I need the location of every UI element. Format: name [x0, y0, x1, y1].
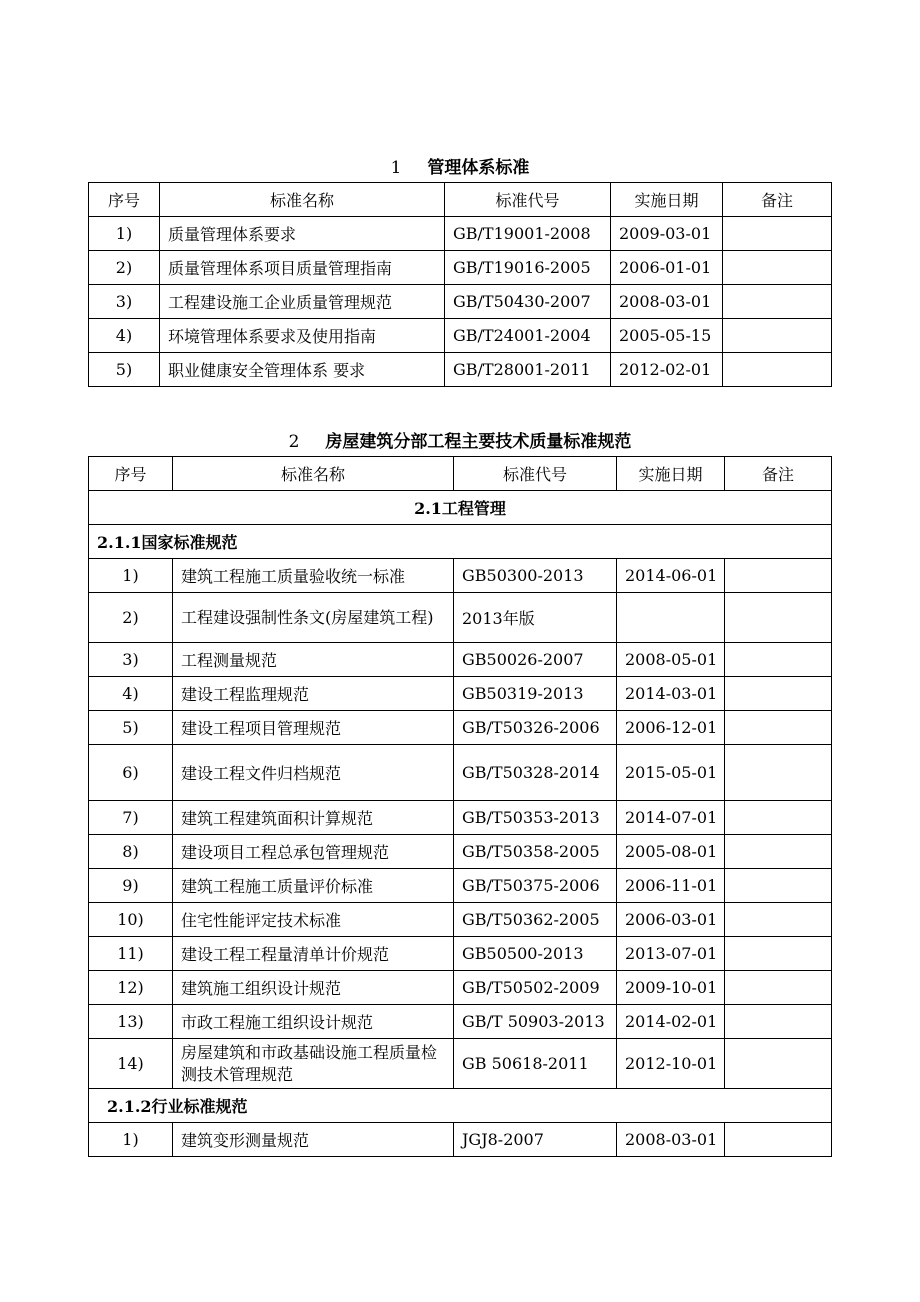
header-code: 标准代号 [445, 183, 611, 217]
row-note [723, 251, 832, 285]
row-note [725, 903, 832, 937]
row-note [725, 677, 832, 711]
header-code: 标准代号 [454, 457, 617, 491]
table-row [89, 903, 832, 937]
row-name: 住宅性能评定技术标准 [173, 903, 454, 937]
row-code: GB/T 50903-2013 [454, 1005, 617, 1039]
table-row [89, 711, 832, 745]
header-no: 序号 [89, 183, 160, 217]
section-1-title-text: 管理体系标准 [427, 158, 530, 178]
row-note [725, 559, 832, 593]
row-date: 2013-07-01 [617, 937, 725, 971]
row-name: 房屋建筑和市政基础设施工程质量检测技术管理规范 [173, 1039, 454, 1089]
table-row [89, 869, 832, 903]
row-name: 建设工程文件归档规范 [173, 745, 454, 801]
table-row [89, 217, 832, 251]
row-date: 2014-07-01 [617, 801, 725, 835]
row-code: GB/T24001-2004 [445, 319, 611, 353]
header-date: 实施日期 [611, 183, 723, 217]
row-date: 2006-12-01 [617, 711, 725, 745]
building-standards-table [88, 456, 832, 1157]
table-row [89, 251, 832, 285]
row-code: GB/T50358-2005 [454, 835, 617, 869]
row-no: 3) [89, 285, 160, 319]
row-note [725, 971, 832, 1005]
row-no: 9) [89, 869, 173, 903]
row-note [725, 745, 832, 801]
row-code: GB/T50375-2006 [454, 869, 617, 903]
header-name: 标准名称 [160, 183, 445, 217]
row-name: 质量管理体系要求 [160, 217, 445, 251]
row-code: GB/T19016-2005 [445, 251, 611, 285]
row-name: 建设工程工程量清单计价规范 [173, 937, 454, 971]
row-name: 市政工程施工组织设计规范 [173, 1005, 454, 1039]
row-code: GB/T50353-2013 [454, 801, 617, 835]
header-no: 序号 [89, 457, 173, 491]
table-row [89, 319, 832, 353]
row-name: 建设工程监理规范 [173, 677, 454, 711]
section-2-title-text: 房屋建筑分部工程主要技术质量标准规范 [325, 432, 632, 452]
row-name: 工程建设施工企业质量管理规范 [160, 285, 445, 319]
row-no: 5) [89, 353, 160, 387]
row-code: GB50500-2013 [454, 937, 617, 971]
table-row [89, 801, 832, 835]
row-note [725, 1123, 832, 1157]
row-date: 2015-05-01 [617, 745, 725, 801]
row-code: GB50026-2007 [454, 643, 617, 677]
table-header-row [89, 183, 832, 217]
table-row [89, 559, 832, 593]
row-date: 2005-05-15 [611, 319, 723, 353]
section-1-number: 1 [390, 158, 402, 178]
row-code: GB/T50502-2009 [454, 971, 617, 1005]
row-note [725, 593, 832, 643]
row-no: 13) [89, 1005, 173, 1039]
row-date: 2006-11-01 [617, 869, 725, 903]
row-no: 1) [89, 217, 160, 251]
row-note [725, 643, 832, 677]
row-no: 3) [89, 643, 173, 677]
table-row [89, 643, 832, 677]
row-no: 7) [89, 801, 173, 835]
table-row [89, 285, 832, 319]
row-name: 工程测量规范 [173, 643, 454, 677]
table-row [89, 971, 832, 1005]
row-name: 环境管理体系要求及使用指南 [160, 319, 445, 353]
row-no: 14) [89, 1039, 173, 1089]
table-row [89, 353, 832, 387]
management-system-table [88, 182, 832, 387]
subsection-title: 2.1工程管理 [89, 491, 832, 525]
row-name: 建设工程项目管理规范 [173, 711, 454, 745]
table-row [89, 745, 832, 801]
table-row [89, 1039, 832, 1089]
row-note [725, 835, 832, 869]
row-code: JGJ8-2007 [454, 1123, 617, 1157]
table-row [89, 835, 832, 869]
table-row [89, 1123, 832, 1157]
row-no: 2) [89, 593, 173, 643]
row-code: GB 50618-2011 [454, 1039, 617, 1089]
row-code: GB/T50326-2006 [454, 711, 617, 745]
row-code: GB50319-2013 [454, 677, 617, 711]
row-no: 12) [89, 971, 173, 1005]
group-title: 2.1.1国家标准规范 [89, 525, 832, 559]
header-date: 实施日期 [617, 457, 725, 491]
row-no: 4) [89, 677, 173, 711]
row-code: GB/T50362-2005 [454, 903, 617, 937]
row-note [725, 1039, 832, 1089]
row-date: 2008-05-01 [617, 643, 725, 677]
table-row [89, 937, 832, 971]
row-name: 建筑工程施工质量评价标准 [173, 869, 454, 903]
subsection-row [89, 491, 832, 525]
row-no: 10) [89, 903, 173, 937]
row-code: GB50300-2013 [454, 559, 617, 593]
row-code: GB/T50328-2014 [454, 745, 617, 801]
row-no: 4) [89, 319, 160, 353]
row-note [725, 937, 832, 971]
row-code: GB/T50430-2007 [445, 285, 611, 319]
row-no: 11) [89, 937, 173, 971]
header-note: 备注 [725, 457, 832, 491]
row-code: 2013年版 [454, 593, 617, 643]
row-no: 6) [89, 745, 173, 801]
row-date: 2009-10-01 [617, 971, 725, 1005]
row-date: 2012-10-01 [617, 1039, 725, 1089]
row-note [723, 217, 832, 251]
header-name: 标准名称 [173, 457, 454, 491]
table-row [89, 593, 832, 643]
section-2-number: 2 [288, 432, 300, 452]
table-row [89, 1005, 832, 1039]
row-no: 1) [89, 559, 173, 593]
row-name: 工程建设强制性条文(房屋建筑工程) [173, 593, 454, 643]
row-code: GB/T19001-2008 [445, 217, 611, 251]
row-date [617, 593, 725, 643]
row-date: 2006-01-01 [611, 251, 723, 285]
row-date: 2008-03-01 [611, 285, 723, 319]
row-name: 建筑工程建筑面积计算规范 [173, 801, 454, 835]
row-name: 职业健康安全管理体系 要求 [160, 353, 445, 387]
group-row [89, 1089, 832, 1123]
row-no: 5) [89, 711, 173, 745]
row-name: 建筑施工组织设计规范 [173, 971, 454, 1005]
row-note [723, 319, 832, 353]
row-name: 建筑变形测量规范 [173, 1123, 454, 1157]
row-note [723, 285, 832, 319]
section-1-title [0, 153, 920, 178]
row-no: 1) [89, 1123, 173, 1157]
section-2-title [0, 427, 920, 452]
row-date: 2014-06-01 [617, 559, 725, 593]
table-header-row [89, 457, 832, 491]
row-note [725, 801, 832, 835]
row-date: 2006-03-01 [617, 903, 725, 937]
row-no: 8) [89, 835, 173, 869]
table-row [89, 677, 832, 711]
row-note [725, 1005, 832, 1039]
header-note: 备注 [723, 183, 832, 217]
row-note [725, 711, 832, 745]
row-note [725, 869, 832, 903]
row-name: 建筑工程施工质量验收统一标准 [173, 559, 454, 593]
row-no: 2) [89, 251, 160, 285]
row-note [723, 353, 832, 387]
row-date: 2008-03-01 [617, 1123, 725, 1157]
row-name: 质量管理体系项目质量管理指南 [160, 251, 445, 285]
row-code: GB/T28001-2011 [445, 353, 611, 387]
row-date: 2005-08-01 [617, 835, 725, 869]
row-name: 建设项目工程总承包管理规范 [173, 835, 454, 869]
group-title: 2.1.2行业标准规范 [89, 1089, 832, 1123]
row-date: 2014-02-01 [617, 1005, 725, 1039]
group-row [89, 525, 832, 559]
row-date: 2012-02-01 [611, 353, 723, 387]
row-date: 2009-03-01 [611, 217, 723, 251]
row-date: 2014-03-01 [617, 677, 725, 711]
